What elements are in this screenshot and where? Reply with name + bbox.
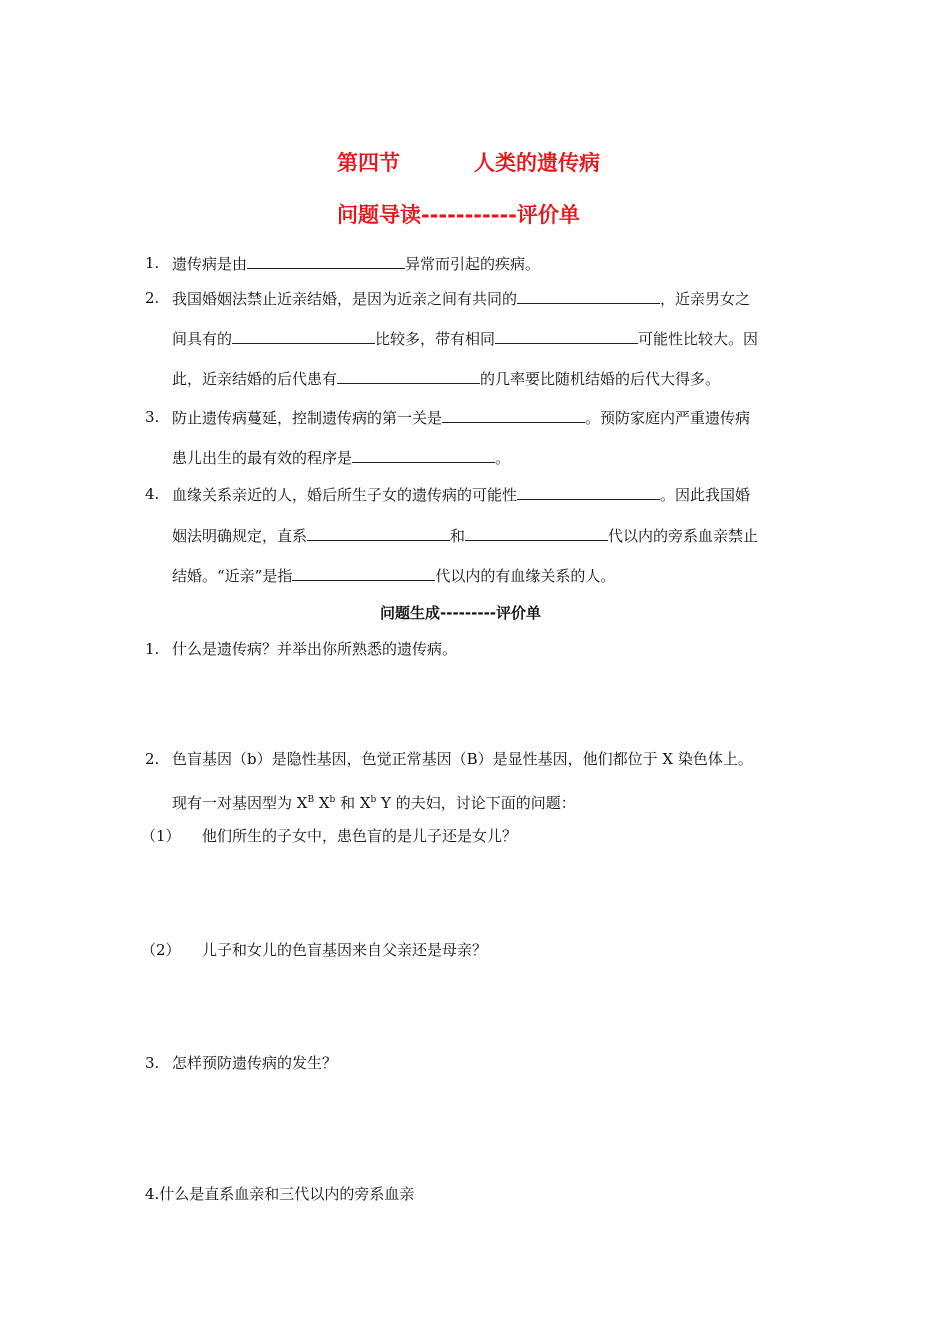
- question-text: 的几率要比随机结婚的后代大得多。: [480, 370, 721, 388]
- question-text: 和: [450, 527, 466, 545]
- answer-blank[interactable]: [442, 407, 585, 423]
- question-text: 。: [495, 449, 511, 467]
- reading-q4-line2: [172, 525, 758, 546]
- question-number: 3.: [145, 1054, 160, 1072]
- generation-q2-line2: [172, 790, 576, 813]
- question-text: 比较多，带有相同: [375, 330, 496, 348]
- answer-blank[interactable]: [495, 328, 638, 344]
- answer-blank[interactable]: [307, 525, 450, 541]
- generation-q2-sub1: 他们所生的子女中，患色盲的是儿子还是女儿？: [202, 827, 518, 845]
- question-text: 间具有的: [172, 330, 233, 348]
- sub-question-number: （2）: [141, 941, 181, 959]
- answer-blank[interactable]: [247, 253, 405, 269]
- generation-q2-line1: 色盲基因（b）是隐性基因，色觉正常基因（B）是显性基因，他们都位于 X 染色体上。: [172, 750, 753, 768]
- reading-q3-line1: [172, 407, 750, 428]
- question-text: 和 X: [335, 794, 371, 812]
- question-text: 可能性比较大。因: [638, 330, 759, 348]
- question-text: 结婚。“近亲”是指: [172, 567, 293, 585]
- reading-q1: [172, 253, 540, 274]
- question-number: 2.: [145, 289, 160, 307]
- question-text: 防止遗传病蔓延，控制遗传病的第一关是: [172, 409, 443, 427]
- title-topic: 人类的遗传病: [474, 151, 600, 175]
- question-text: 我国婚姻法禁止近亲结婚，是因为近亲之间有共同的: [172, 290, 518, 308]
- answer-blank[interactable]: [517, 484, 660, 500]
- reading-q3-line2: [172, 447, 510, 468]
- question-text: 遗传病是由: [172, 255, 248, 273]
- question-text: 姻法明确规定，直系: [172, 527, 308, 545]
- question-number: 2.: [145, 750, 160, 768]
- question-text: ，近亲男女之: [660, 290, 751, 308]
- answer-blank[interactable]: [465, 525, 608, 541]
- question-text: 代以内的有血缘关系的人。: [435, 567, 616, 585]
- generation-heading: 问题生成---------评价单: [380, 604, 542, 622]
- generation-q2-sub2: 儿子和女儿的色盲基因来自父亲还是母亲？: [202, 941, 488, 959]
- sub-question-number: （1）: [141, 827, 181, 845]
- question-text: 代以内的旁系血亲禁止: [608, 527, 759, 545]
- question-text: 患儿出生的最有效的程序是: [172, 449, 353, 467]
- question-text: 。因此我国婚: [660, 486, 751, 504]
- allele-superscript: B: [307, 795, 315, 805]
- question-number: 1.: [145, 640, 160, 658]
- answer-blank[interactable]: [337, 368, 480, 384]
- title-section-number: 第四节: [337, 151, 400, 175]
- reading-q4-line3: [172, 565, 615, 586]
- question-text: 此，近亲结婚的后代患有: [172, 370, 338, 388]
- question-text: Y 的夫妇，讨论下面的问题：: [376, 794, 576, 812]
- allele-superscript: b: [370, 795, 377, 805]
- answer-blank[interactable]: [352, 447, 495, 463]
- question-text: 。预防家庭内严重遗传病: [585, 409, 751, 427]
- generation-q3: 怎样预防遗传病的发生？: [172, 1054, 338, 1072]
- question-text: 现有一对基因型为 X: [172, 794, 308, 812]
- reading-q2-line2: [172, 328, 758, 349]
- question-text: 异常而引起的疾病。: [405, 255, 541, 273]
- question-text: 血缘关系亲近的人，婚后所生子女的遗传病的可能性: [172, 486, 518, 504]
- question-text: X: [314, 794, 330, 812]
- question-number: 4.: [145, 485, 160, 503]
- answer-blank[interactable]: [517, 288, 660, 304]
- reading-q2-line1: [172, 288, 750, 309]
- title-reading-guide: 问题导读-----------评价单: [337, 203, 580, 227]
- generation-q1: 什么是遗传病？并举出你所熟悉的遗传病。: [172, 640, 458, 658]
- answer-blank[interactable]: [232, 328, 375, 344]
- reading-q4-line1: [172, 484, 750, 505]
- question-number: 3.: [145, 408, 160, 426]
- allele-superscript: b: [329, 795, 336, 805]
- question-number: 1.: [145, 254, 160, 272]
- answer-blank[interactable]: [292, 565, 435, 581]
- reading-q2-line3: [172, 368, 720, 389]
- generation-q4: 4.什么是直系血亲和三代以内的旁系血亲: [145, 1185, 415, 1203]
